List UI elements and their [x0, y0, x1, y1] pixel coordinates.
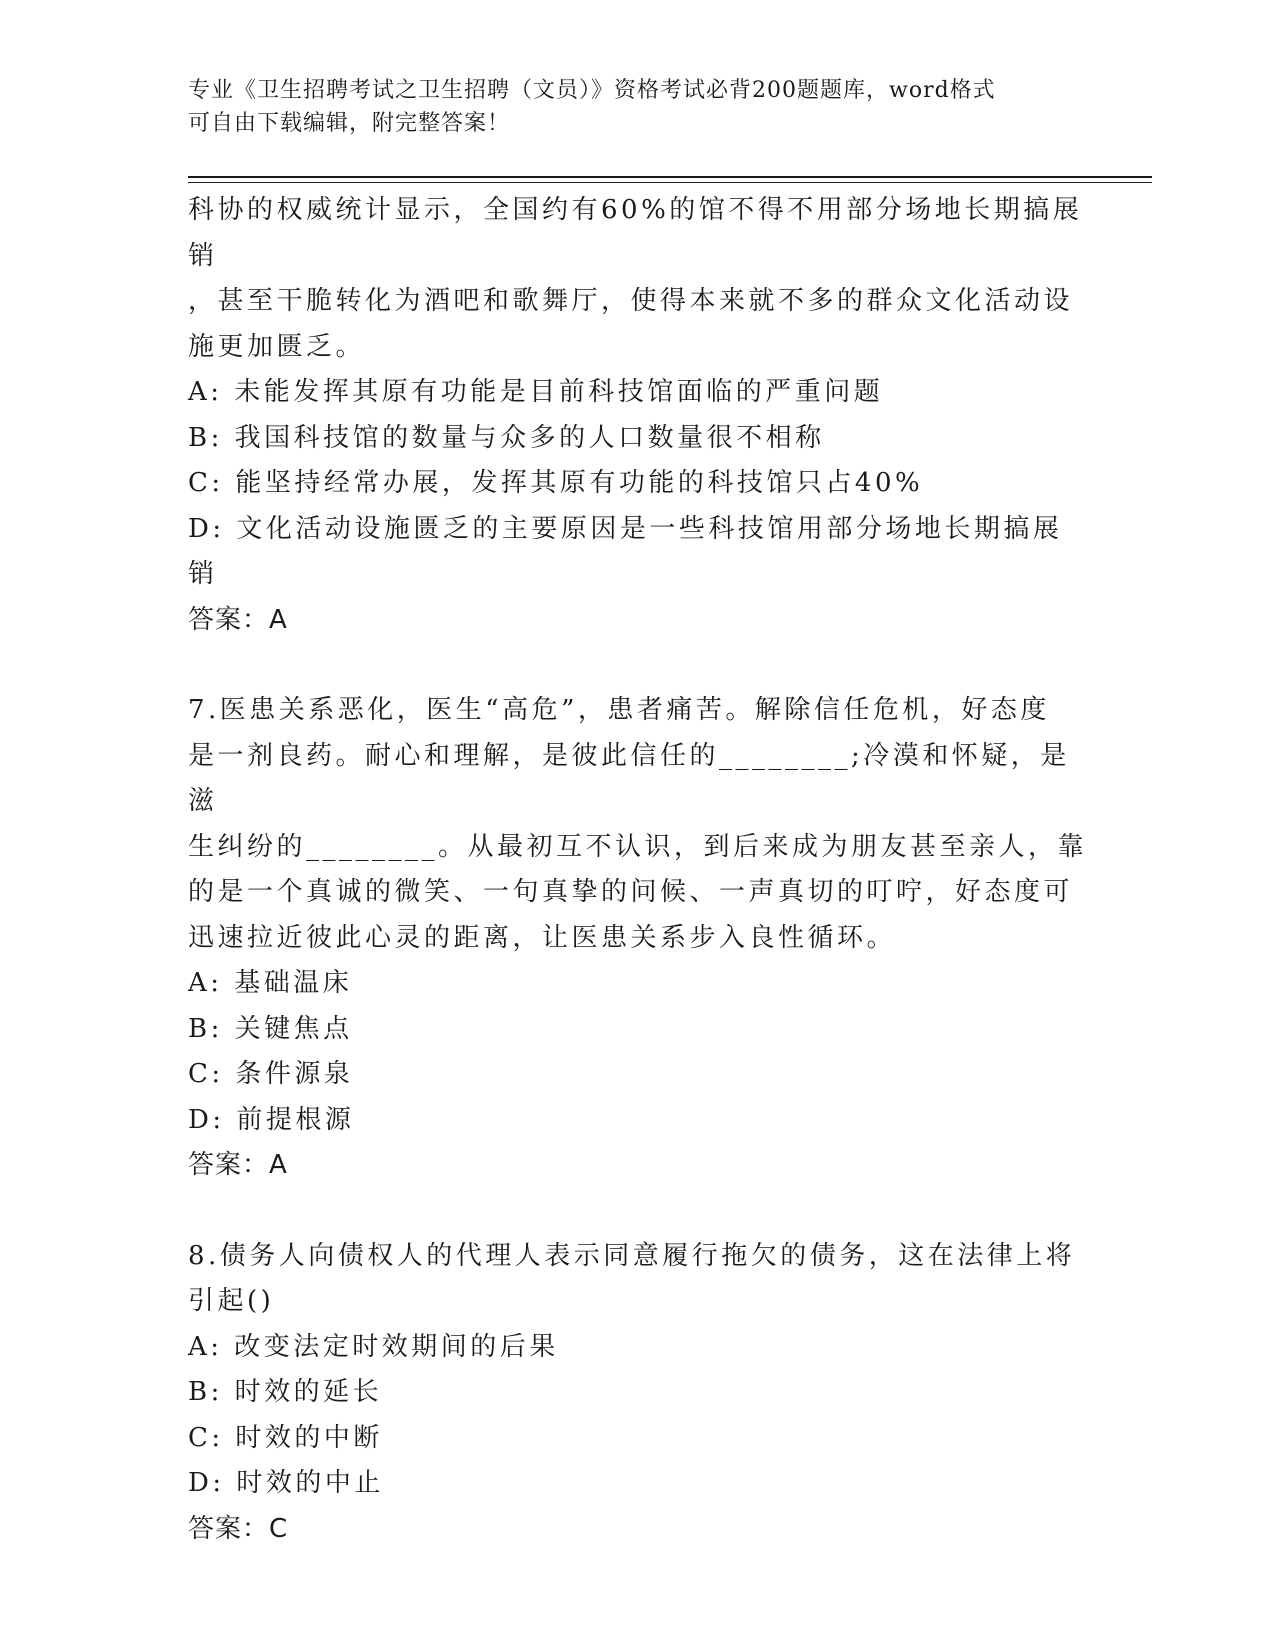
question-stem-line: 8.债务人向债权人的代理人表示同意履行拖欠的债务，这在法律上将 — [188, 1240, 1076, 1271]
header-line-1: 专业《卫生招聘考试之卫生招聘（文员）》资格考试必背200题题库，word格式 — [188, 78, 996, 103]
header-rule-thick — [188, 176, 1152, 178]
option-b: B: 我国科技馆的数量与众多的人口数量很不相称 — [188, 422, 825, 453]
header-rule-thin — [188, 182, 1152, 183]
answer-line: 答案：A — [188, 604, 288, 635]
option-d: D: 时效的中止 — [188, 1468, 384, 1498]
document-body — [188, 188, 1088, 1552]
question-stem-line: ，甚至干脆转化为酒吧和歌舞厅，使得本来就不多的群众文化活动设 — [188, 286, 1074, 316]
option-c: C: 条件源泉 — [188, 1059, 354, 1089]
header-line-2: 可自由下载编辑，附完整答案！ — [188, 111, 511, 136]
question-stem-line: 科协的权威统计显示，全国约有60%的馆不得不用部分场地长期搞展销 — [188, 195, 1083, 271]
option-a: A: 未能发挥其原有功能是目前科技馆面临的严重问题 — [188, 377, 884, 407]
question-stem-line: 施更加匮乏。 — [188, 331, 366, 362]
question-8 — [188, 1234, 1088, 1553]
question-spacer — [188, 1189, 1088, 1234]
option-c: C: 时效的中断 — [188, 1422, 383, 1453]
question-6 — [188, 188, 1088, 643]
answer-line: 答案：A — [188, 1150, 288, 1180]
question-stem-line: 生纠纷的________。从最初互不认识，到后来成为朋友甚至亲人，靠 — [188, 831, 1088, 862]
question-7 — [188, 688, 1088, 1189]
option-b: B: 时效的延长 — [188, 1377, 383, 1407]
question-stem-line: 迅速拉近彼此心灵的距离，让医患关系步入良性循环。 — [188, 922, 897, 953]
option-b: B: 关键焦点 — [188, 1013, 353, 1044]
question-stem-line: 的是一个真诚的微笑、一句真挚的问候、一声真切的叮咛，好态度可 — [188, 877, 1074, 907]
question-stem-line: 7.医患关系恶化，医生“高危”，患者痛苦。解除信任危机，好态度 — [188, 695, 1050, 725]
question-stem-line: 是一剂良药。耐心和理解，是彼此信任的________;冷漠和怀疑，是滋 — [188, 740, 1070, 816]
question-stem-line: 引起() — [188, 1286, 275, 1316]
option-a: A: 基础温床 — [188, 968, 353, 998]
option-a: A: 改变法定时效期间的后果 — [188, 1331, 559, 1362]
question-spacer — [188, 643, 1088, 688]
option-d: D: 前提根源 — [188, 1104, 355, 1135]
option-c: C: 能坚持经常办展，发挥其原有功能的科技馆只占40% — [188, 468, 924, 498]
document-header — [188, 74, 1088, 140]
option-d: D: 文化活动设施匮乏的主要原因是一些科技馆用部分场地长期搞展销 — [188, 513, 1063, 589]
answer-line: 答案：C — [188, 1513, 289, 1544]
